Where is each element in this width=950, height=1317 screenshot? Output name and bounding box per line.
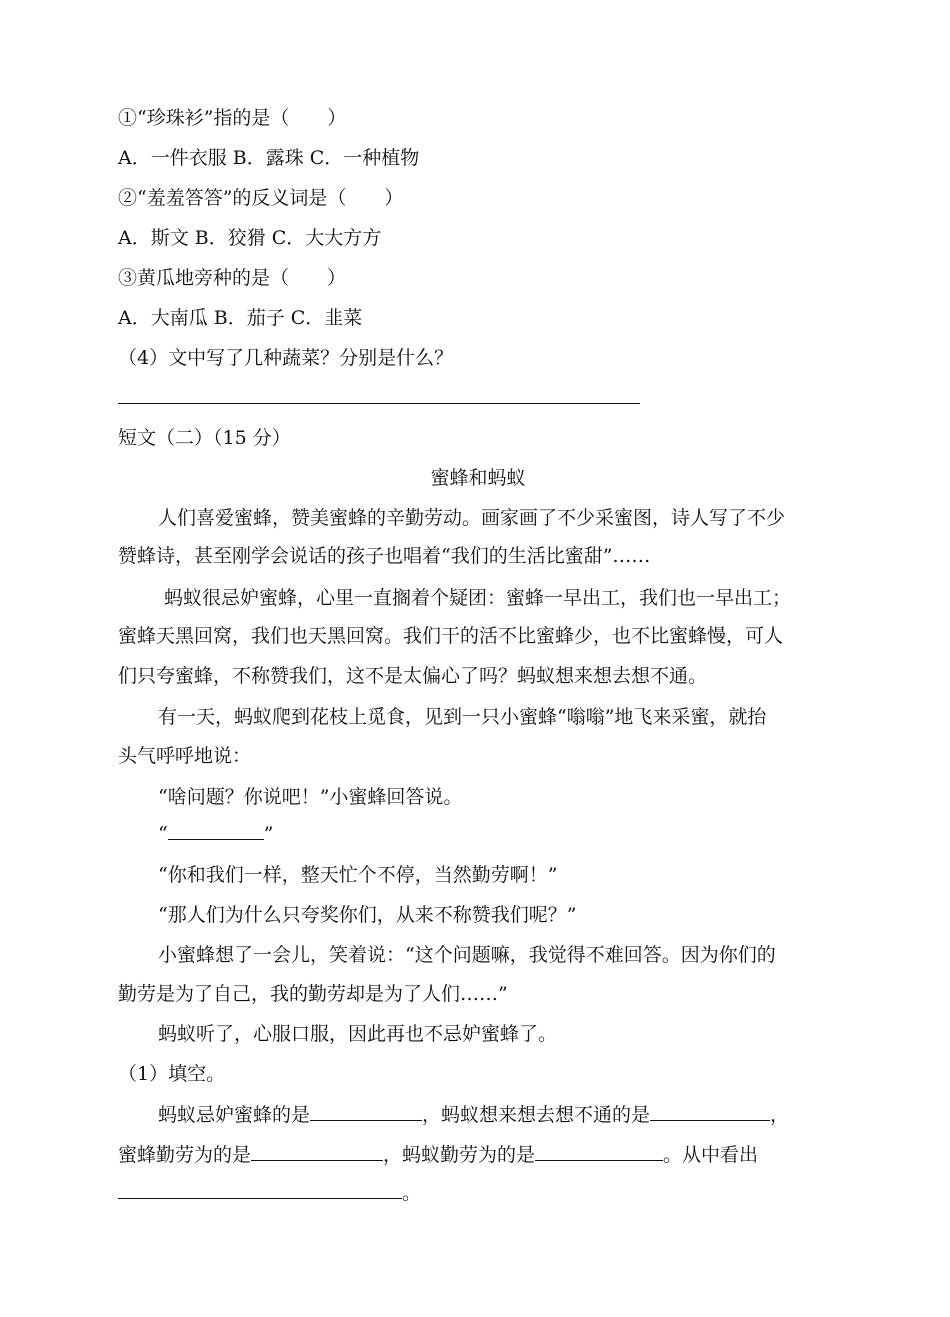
fill-text: ， — [770, 1104, 790, 1126]
passage-line: “那人们为什么只夸奖你们，从来不称赞我们呢？” — [158, 904, 577, 926]
passage-line: “啥问题？你说吧！”小蜜蜂回答说。 — [158, 786, 463, 808]
passage-line: 小蜜蜂想了一会儿，笑着说：“这个问题嘛，我觉得不难回答。因为你们的 — [158, 944, 776, 966]
answer-line — [118, 403, 640, 404]
quote-blank[interactable] — [168, 821, 264, 840]
fill-text: 。 — [402, 1182, 422, 1204]
passage-line: 蚂蚁听了，心服口服，因此再也不忌妒蜜蜂了。 — [158, 1023, 558, 1045]
passage-line: 有一天，蚂蚁爬到花枝上觅食，见到一只小蜜蜂“嗡嗡”地飞来采蜜，就抬 — [158, 706, 767, 728]
question-4: （4）文中写了几种蔬菜？分别是什么？ — [118, 347, 454, 369]
fill-blank-2[interactable] — [650, 1102, 770, 1121]
passage-line: 赞蜂诗，甚至刚学会说话的孩子也唱着“我们的生活比蜜甜”…… — [118, 545, 651, 567]
quote-close: ” — [263, 823, 274, 845]
passage-line: 人们喜爱蜜蜂，赞美蜜蜂的辛勤劳动。画家画了不少采蜜图，诗人写了不少 — [158, 507, 786, 529]
passage-line: 们只夸蜜蜂，不称赞我们，这不是太偏心了吗？蚂蚁想来想去想不通。 — [118, 665, 708, 687]
fill-blank-5[interactable] — [118, 1180, 402, 1199]
section-heading: 短文（二）（15 分） — [118, 427, 291, 449]
passage-line: 勤劳是为了自己，我的勤劳却是为了人们……” — [118, 983, 508, 1005]
fill-blank-1[interactable] — [310, 1102, 422, 1121]
passage-line: 蚂蚁很忌妒蜜蜂，心里一直搁着个疑团：蜜蜂一早出工，我们也一早出工； — [164, 587, 792, 609]
question-3-options: A．大南瓜 B．茄子 C．韭菜 — [118, 307, 363, 329]
fill-in-quote — [158, 821, 273, 846]
question-1-options: A．一件衣服 B．露珠 C．一种植物 — [118, 147, 420, 169]
fill-blank-3[interactable] — [251, 1142, 383, 1161]
passage-title: 蜜蜂和蚂蚁 — [430, 467, 526, 489]
fill-text: ，蚂蚁想来想去想不通的是 — [422, 1104, 651, 1126]
question-1: ①“珍珠衫”指的是（ ） — [118, 107, 347, 129]
quote-open: “ — [158, 823, 168, 845]
passage-line: 蜜蜂天黑回窝，我们也天黑回窝。我们干的活不比蜜蜂少，也不比蜜蜂慢，可人 — [118, 625, 784, 647]
fill-line-1 — [158, 1102, 789, 1127]
fill-label: （1）填空。 — [118, 1063, 226, 1085]
question-2: ②“羞羞答答”的反义词是（ ） — [118, 187, 404, 209]
fill-line-3 — [118, 1180, 421, 1205]
fill-text: 蚂蚁忌妒蜜蜂的是 — [158, 1104, 311, 1126]
passage-line: “你和我们一样，整天忙个不停，当然勤劳啊！” — [158, 864, 558, 886]
fill-text: 。从中看出 — [663, 1144, 759, 1166]
fill-text: 蜜蜂勤劳为的是 — [118, 1144, 252, 1166]
question-3: ③黄瓜地旁种的是（ ） — [118, 267, 347, 289]
question-2-options: A．斯文 B．狡猾 C．大大方方 — [118, 227, 382, 249]
fill-line-2 — [118, 1142, 758, 1167]
fill-text: ，蚂蚁勤劳为的是 — [383, 1144, 536, 1166]
passage-line: 头气呼呼地说： — [118, 745, 252, 767]
fill-blank-4[interactable] — [535, 1142, 663, 1161]
